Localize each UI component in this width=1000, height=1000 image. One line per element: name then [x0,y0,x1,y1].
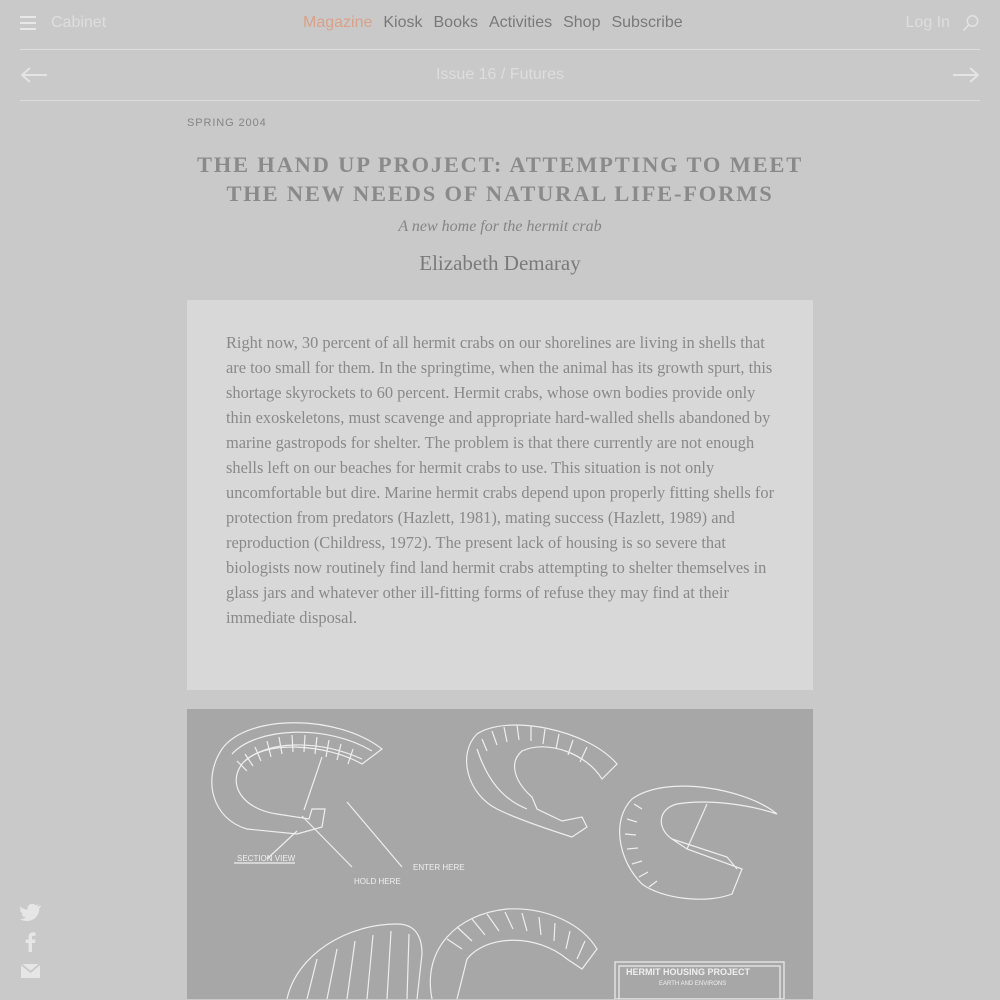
site-logo[interactable]: Cabinet [51,14,107,31]
menu-item-activities[interactable]: Activities [488,14,553,31]
label-project-title: HERMIT HOUSING PROJECT [626,967,751,977]
label-project-subtitle: EARTH AND ENVIRONS [659,981,727,987]
menu-item-magazine[interactable]: Magazine [303,14,373,31]
top-navigation [20,0,980,50]
main-menu [303,14,683,32]
issue-navigation [20,50,980,101]
email-icon[interactable] [20,961,41,981]
share-bar [20,903,41,990]
menu-item-shop[interactable]: Shop [563,14,601,31]
hamburger-menu-icon[interactable] [20,16,36,30]
article-abstract [187,300,813,690]
login-link[interactable]: Log In [905,14,950,31]
label-enter-here: ENTER HERE [413,863,465,872]
menu-item-books[interactable]: Books [433,14,478,31]
label-section-view: SECTION VIEW [237,854,296,863]
issue-title[interactable]: Issue 16 / Futures [435,66,565,83]
issue-season: SPRING 2004 [187,117,267,129]
article [187,101,813,999]
article-subtitle: A new home for the hermit crab [398,218,602,235]
abstract-text: Right now, 30 percent of all hermit crabs on our shorelines are living in shells that are too small for them. In the springtime, when the animal has its growth spurt, this shortage skyrockets to 60 percent. Hermit crabs, whose own bodies provide only thin exoskeletons, must scavenge and appropriate hard-walled shells abandoned by marine gastropods for shelter. The problem is that there currently are not enough shells left on our beaches for hermit crabs to use. This situation is not only uncomfortable but dire. Marine hermit crabs depend upon properly fitting shells for protection from predators (Hazlett, 1981), mating success (Hazlett, 1989) and reproduction (Childress, 1972). The present lack of housing is so severe that biologists now routinely find land hermit crabs attempting to shelter themselves in glass jars and whatever other ill-fitting forms of refuse they may find at their immediate disposal. [226,333,775,627]
facebook-icon[interactable] [20,932,41,952]
menu-item-kiosk[interactable]: Kiosk [383,14,423,31]
article-title: THE HAND UP PROJECT: ATTEMPTING TO MEET THE NEW NEEDS OF NATURAL LIFE-FORMS [196,152,804,206]
menu-item-subscribe[interactable]: Subscribe [611,14,683,31]
search-icon[interactable] [962,14,980,32]
label-hold-here: HOLD HERE [354,877,401,886]
arrow-right-icon[interactable] [952,66,980,84]
article-author[interactable]: Elizabeth Demaray [419,251,581,275]
article-figure [187,709,813,999]
twitter-icon[interactable] [20,903,41,923]
hermit-housing-drawing [187,709,813,999]
